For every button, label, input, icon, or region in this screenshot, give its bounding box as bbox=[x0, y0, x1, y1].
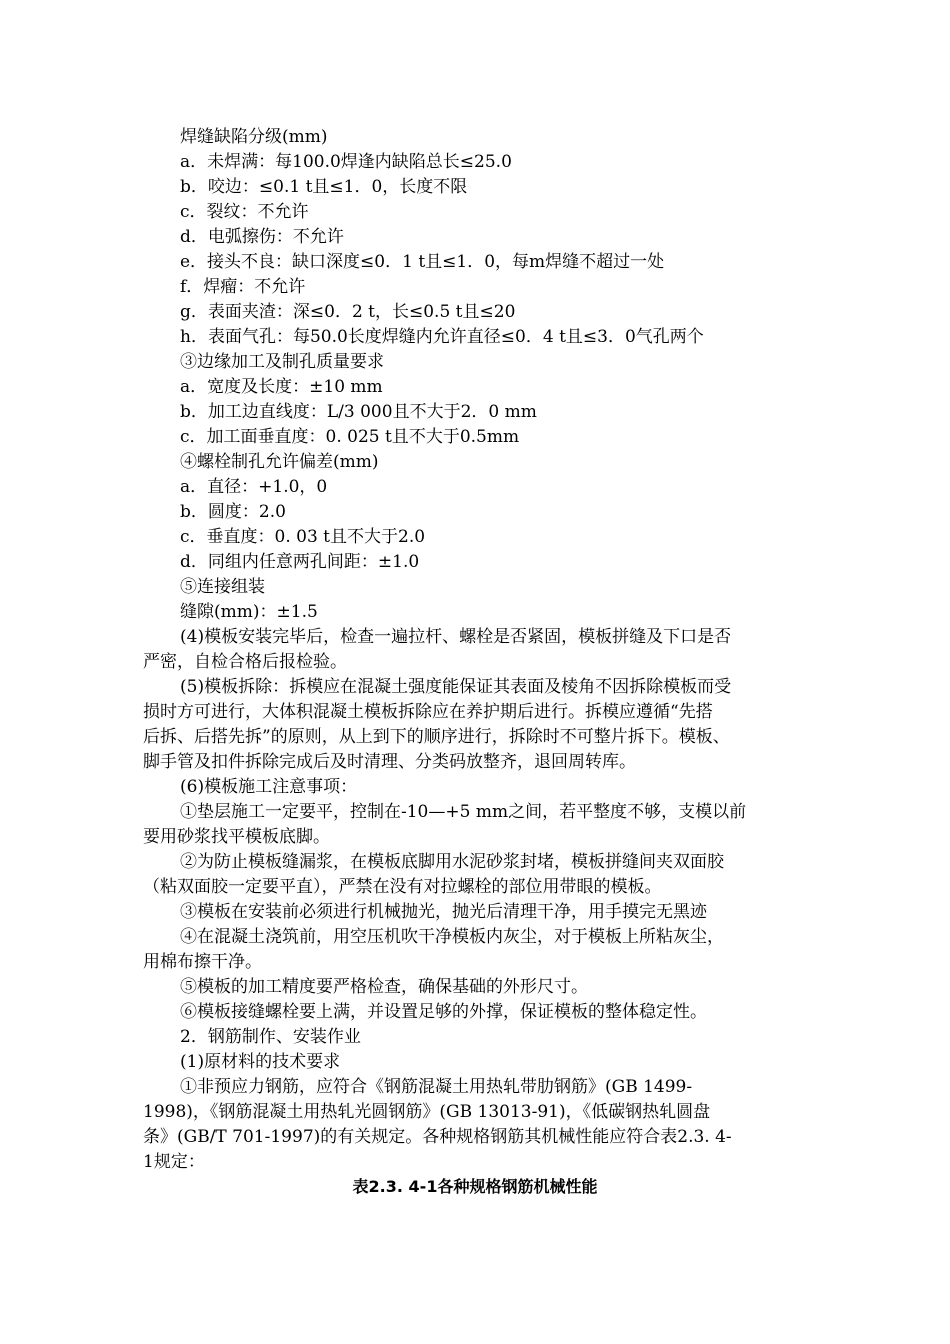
paragraph-line: 1998)，《钢筋混凝土用热轧光圆钢筋》(GB 13013-91)，《低碳钢热轧圆盘 bbox=[143, 1102, 711, 1122]
list-item: b．加工边直线度：L/3 000且不大于2．0 mm bbox=[180, 402, 537, 422]
paragraph-line: ②为防止模板缝漏浆，在模板底脚用水泥砂浆封堵，模板拼缝间夹双面胶 bbox=[180, 852, 724, 872]
section-heading-weld-defects: 焊缝缺陷分级(mm) bbox=[180, 127, 328, 147]
paragraph-line: ①非预应力钢筋，应符合《钢筋混凝土用热轧带肋钢筋》(GB 1499- bbox=[180, 1077, 693, 1097]
section-heading-bolt-holes: ④螺栓制孔允许偏差(mm) bbox=[180, 452, 379, 472]
list-item: a．宽度及长度：±10 mm bbox=[180, 377, 383, 397]
section-heading-connection: ⑤连接组装 bbox=[180, 577, 265, 597]
section-heading-rebar: 2．钢筋制作、安装作业 bbox=[180, 1027, 361, 1047]
section-heading-raw-materials: (1)原材料的技术要求 bbox=[180, 1052, 341, 1072]
paragraph-line: (4)模板安装完毕后，检查一遍拉杆、螺栓是否紧固，模板拼缝及下口是否 bbox=[180, 627, 732, 647]
list-item: e．接头不良：缺口深度≤0．1 t且≤1．0，每m焊缝不超过一处 bbox=[180, 252, 665, 272]
paragraph-line: 1规定： bbox=[143, 1152, 205, 1172]
list-item: g．表面夹渣：深≤0．2 t，长≤0.5 t且≤20 bbox=[180, 302, 516, 322]
list-item: a．直径：+1.0，0 bbox=[180, 477, 328, 497]
paragraph-line: ①垫层施工一定要平，控制在-10—+5 mm之间，若平整度不够，支模以前 bbox=[180, 802, 747, 822]
paragraph-line: 用棉布擦干净。 bbox=[143, 952, 262, 972]
table-caption: 表2.3. 4-1各种规格钢筋机械性能 bbox=[352, 1177, 598, 1196]
paragraph-line: 脚手管及扣件拆除完成后及时清理、分类码放整齐，退回周转库。 bbox=[143, 752, 636, 772]
list-item: d．同组内任意两孔间距：±1.0 bbox=[180, 552, 420, 572]
list-item: d．电弧擦伤：不允许 bbox=[180, 227, 344, 247]
section-heading-edge-processing: ③边缘加工及制孔质量要求 bbox=[180, 352, 384, 372]
list-item: c．裂纹：不允许 bbox=[180, 202, 309, 222]
paragraph-line: ⑥模板接缝螺栓要上满，并设置足够的外撑，保证模板的整体稳定性。 bbox=[180, 1002, 707, 1022]
list-item: a．未焊满：每100.0焊逢内缺陷总长≤25.0 bbox=[180, 152, 512, 172]
paragraph-line: ③模板在安装前必须进行机械抛光，抛光后清理干净，用手摸完无黑迹 bbox=[180, 902, 707, 922]
list-item: 缝隙(mm)：±1.5 bbox=[180, 602, 318, 622]
list-item: b．圆度：2.0 bbox=[180, 502, 286, 522]
list-item: c．垂直度：0. 03 t且不大于2.0 bbox=[180, 527, 426, 547]
paragraph-line: 条》(GB/T 701-1997)的有关规定。各种规格钢筋其机械性能应符合表2.3. 4- bbox=[143, 1127, 732, 1147]
section-heading-formwork-notes: (6)模板施工注意事项： bbox=[180, 777, 358, 797]
paragraph-line: 损时方可进行，大体积混凝土模板拆除应在养护期后进行。拆模应遵循“先搭 bbox=[143, 702, 713, 722]
paragraph-line: 后拆、后搭先拆”的原则，从上到下的顺序进行，拆除时不可整片拆下。模板、 bbox=[143, 727, 730, 747]
paragraph-line: (5)模板拆除：拆模应在混凝土强度能保证其表面及棱角不因拆除模板而受 bbox=[180, 677, 732, 697]
list-item: c．加工面垂直度：0. 025 t且不大于0.5mm bbox=[180, 427, 520, 447]
paragraph-line: 要用砂浆找平模板底脚。 bbox=[143, 827, 330, 847]
paragraph-line: ⑤模板的加工精度要严格检查，确保基础的外形尺寸。 bbox=[180, 977, 588, 997]
paragraph-line: （粘双面胶一定要平直），严禁在没有对拉螺栓的部位用带眼的模板。 bbox=[143, 877, 662, 897]
list-item: f．焊瘤：不允许 bbox=[180, 277, 306, 297]
list-item: b．咬边：≤0.1 t且≤1．0，长度不限 bbox=[180, 177, 468, 197]
list-item: h．表面气孔：每50.0长度焊缝内允许直径≤0．4 t且≤3．0气孔两个 bbox=[180, 327, 704, 347]
paragraph-line: 严密，自检合格后报检验。 bbox=[143, 652, 347, 672]
paragraph-line: ④在混凝土浇筑前，用空压机吹干净模板内灰尘，对于模板上所粘灰尘， bbox=[180, 927, 724, 947]
